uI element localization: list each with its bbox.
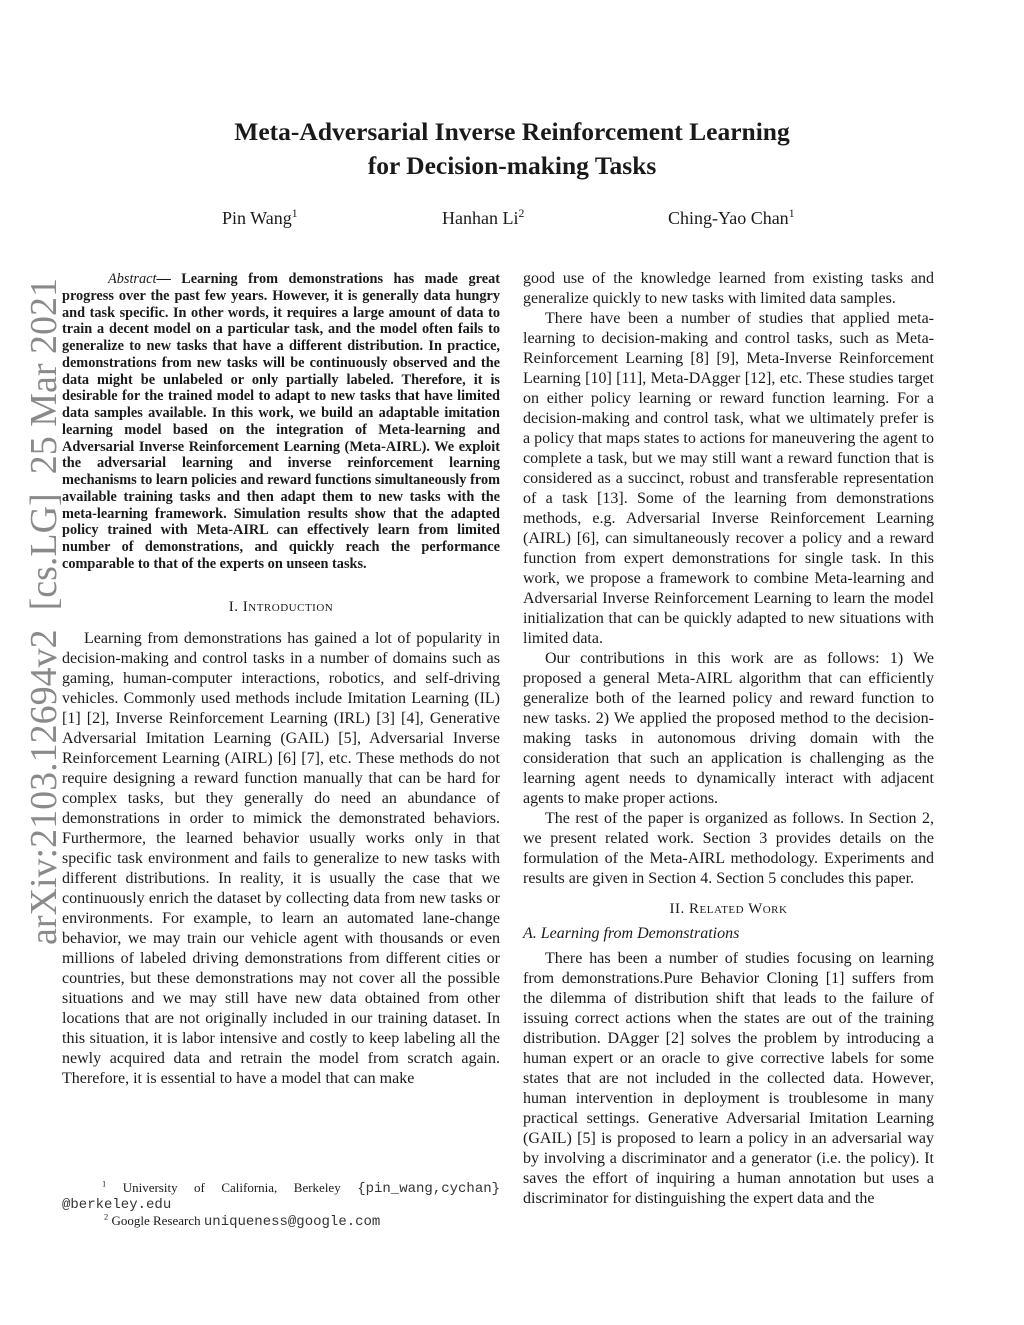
- author-name: Hanhan Li: [442, 208, 519, 228]
- author-name: Ching-Yao Chan: [668, 208, 789, 228]
- arxiv-stamp: arXiv:2103.12694v2 [cs.LG] 25 Mar 2021: [23, 277, 65, 945]
- subsection-heading: A. Learning from Demonstrations: [523, 925, 740, 942]
- abstract: [62, 271, 500, 573]
- author: [668, 208, 795, 229]
- abstract-text: — Learning from demonstrations has made great progress over the past few years. However, it is generally data hungry and task specific. In other words, it requires a large amount of data to train a decent model on a particular task, and the model often fails to generalize to new tasks that have a different distribution. In practice, demonstrations from new tasks will be continuously observed and the data might be unlabeled or only partially labeled. Therefore, it is desirable for the trained model to adapt to new tasks that have limited data samples available. In this work, we build an adaptable imitation learning model based on the integration of Meta-learning and Adversarial Inverse Reinforcement Learning (Meta-AIRL). We exploit the adversarial learning and inverse reinforcement learning mechanisms to learn policies and reward functions simultaneously from available training tasks and then adapt them to new tasks with the meta-learning framework. Simulation results show that the adapted policy trained with Meta-AIRL can effectively learn from limited number of demonstrations, and quickly reach the performance comparable to that of the experts on unseen tasks.: [62, 271, 500, 572]
- footnote-email: uniqueness@google.com: [203, 1214, 381, 1230]
- paragraph: There has been a number of studies focusing on learning from demonstrations.Pure Behavior Cloning [1] suffers from the dilemma of distribution shift that leads to the failure of issuing correct actions when the states are out of the training distribution. DAgger [2] solves the problem by introducing a human expert or an oracle to give corrective labels for some states that are not included in the collected data. However, human intervention in deployment is troublesome in many practical settings. Generative Adversarial Imitation Learning (GAIL) [5] is proposed to learn a policy in an adversarial way by involving a discriminator and a generator (i.e. the policy). It saves the effort of inquiring a human annotation but uses a discriminator for distinguishing the expert data and the: [523, 950, 934, 1207]
- footnotes: [62, 1180, 500, 1230]
- title-line-2: for Decision-making Tasks: [367, 151, 657, 180]
- paragraph: Learning from demonstrations has gained a lot of popularity in decision-making and control tasks in a number of domains such as gaming, human-computer interactions, robotics, and self-driving vehicles. Commonly used methods include Imitation Learning (IL) [1] [2], Inverse Reinforcement Learning (IRL) [3] [4], Generative Adversarial Imitation Learning (GAIL) [5], Adversarial Inverse Reinforcement Learning (AIRL) [6] [7], etc. These methods do not require designing a reward function manually that can be hard for complex tasks, but they generally do need an abundance of demonstrations in order to mimick the demonstrated behaviors. Furthermore, the learned behavior usually works only in that specific task environment and fails to generalize to new tasks with different distributions. In reality, it is usually the case that we continuously enrich the dataset by collecting data from new tasks or environments. For example, to learn an automated lane-change behavior, we may train our vehicle agent with thousands or even millions of labeled driving demonstrations from different cities or countries, but these demonstrations may not cover all the possible situations and we may still have new data obtained from other locations that are not originally included in our training dataset. In this situation, it is labor intensive and costly to keep labeling all the newly acquired data and retrain the model from scratch again. Therefore, it is essential to have a model that can make: [62, 629, 500, 1087]
- author-affiliation-mark: 1: [291, 207, 298, 220]
- footnote-1: [62, 1180, 500, 1197]
- author: [442, 208, 524, 229]
- author-name: Pin Wang: [222, 208, 292, 228]
- paragraph: good use of the knowledge learned from existing tasks and generalize quickly to new tasks with limited data samples.: [523, 270, 934, 307]
- section-heading-related-work: II. Related Work: [669, 901, 788, 917]
- paper-title: [0, 115, 1024, 183]
- author-affiliation-mark: 2: [518, 207, 525, 220]
- footnote-email: {pin_wang,cychan}: [357, 1181, 501, 1197]
- abstract-label: Abstract: [108, 271, 157, 287]
- footnote-text: University of California, Berkeley: [122, 1180, 341, 1195]
- title-line-1: Meta-Adversarial Inverse Reinforcement Learning: [234, 117, 790, 146]
- paragraph: The rest of the paper is organized as follows. In Section 2, we present related work. Section 3 provides details on the formulation of the Meta-AIRL methodology. Experiments and results are given in Section 4. Section 5 concludes this paper.: [523, 810, 934, 887]
- paragraph: There have been a number of studies that applied meta-learning to decision-making and control tasks, such as Meta-Reinforcement Learning [8] [9], Meta-Inverse Reinforcement Learning [10] [11], Meta-DAgger [12], etc. These studies target on either policy learning or reward function learning. For a decision-making and control task, what we ultimately prefer is a policy that maps states to actions for maneuvering the agent to complete a task, but we may still want a reward function that is considered as a succinct, robust and transferable representation of a task [13]. Some of the learning from demonstrations methods, e.g. Adversarial Inverse Reinforcement Learning (AIRL) [6], can simultaneously recover a policy and a reward function from expert demonstrations for single task. In this work, we propose a framework to combine Meta-learning and Adversarial Inverse Reinforcement Learning to learn the model initialization that can be quickly adapted to new situations with limited data.: [523, 310, 934, 647]
- author-affiliation-mark: 1: [788, 207, 795, 220]
- footnote-2: [62, 1213, 500, 1230]
- footnote-mark: 2: [104, 1211, 109, 1222]
- author: [222, 208, 298, 229]
- section-heading-introduction: I. Introduction: [228, 598, 334, 615]
- left-column: [62, 271, 500, 1089]
- footnote-mark: 1: [102, 1178, 107, 1189]
- right-column: [523, 269, 934, 1209]
- paragraph: Our contributions in this work are as follows: 1) We proposed a general Meta-AIRL algorithm that can efficiently generalize both of the learned policy and reward function to new tasks. 2) We applied the proposed method to the decision-making tasks in autonomous driving domain with the consideration that such an application is challenging as the learning agent needs to dynamically interact with adjacent agents to make proper actions.: [523, 650, 934, 807]
- footnote-text: Google Research: [111, 1213, 201, 1228]
- footnote-email-domain: @berkeley.edu: [62, 1197, 172, 1213]
